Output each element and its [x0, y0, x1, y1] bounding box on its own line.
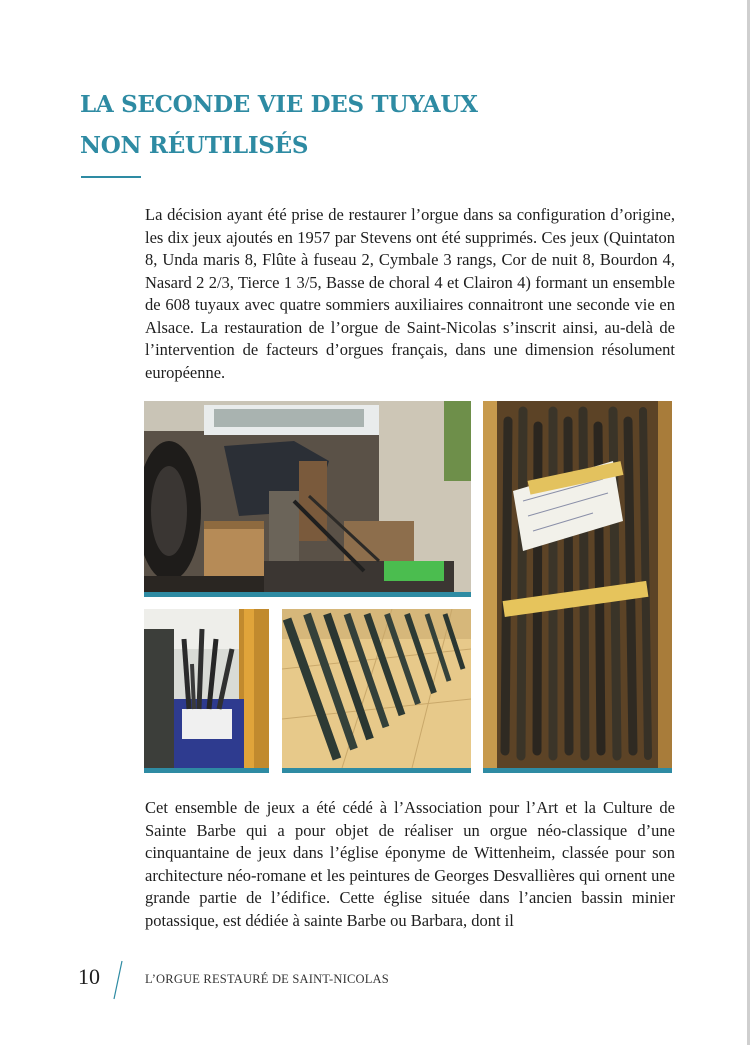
photo-van-loaded-with-pipes [144, 401, 471, 597]
paragraph-continuation: Cet ensemble de jeux a été cédé à l’Association pour l’Art et la Culture de Sainte Barbe qui a pour objet de réaliser un orgue néo-classique d’une cinquantaine de jeux dans l’église éponyme de Wittenheim, classée pour son architecture néo-romane et les peintures de Georges Desvallières qui ornent une grande partie de l’édifice. Cette église située dans l’ancien bassin minier potassique, est dédiée à sainte Barbe ou Barbara, dont il [145, 798, 675, 930]
article-title [80, 84, 640, 166]
footer-divider-slash [113, 960, 123, 1000]
photo-crate-image [483, 401, 672, 768]
page-number: 10 [78, 964, 100, 989]
photo-pipes-in-crate [483, 401, 672, 773]
article-title-line-2: NON RÉUTILISÉS [80, 132, 309, 159]
photo-van-image [144, 401, 471, 592]
article-title-line-1: LA SECONDE VIE DES TUYAUX [80, 91, 478, 118]
running-title: L’ORGUE RESTAURÉ DE SAINT-NICOLAS [145, 972, 389, 986]
photo-pipes-in-box [144, 609, 269, 773]
title-underline [81, 176, 141, 178]
photo-box-image [144, 609, 269, 768]
paragraph-intro: La décision ayant été prise de restaurer l’orgue dans sa configuration d’origine, les dix jeux ajoutés en 1957 par Stevens ont été supprimés. Ces jeux (Quintaton 8, Unda maris 8, Flûte à fuseau 2, Cymbale 3 rangs, Cor de nuit 8, Bourdon 4, Nasard 2 2/3, Tierce 1 3/5, Basse de choral 4 et Clairon 4) formant un ensemble de 608 tuyaux avec quatre sommiers auxiliaires connaitront une seconde vie en Alsace. La restauration de l’orgue de Saint-Nicolas s’inscrit ainsi, au-delà de l’intervention de facteurs d’orgues français, dans une dimension résolument européenne. [145, 205, 675, 382]
photo-pipes-on-floor [282, 609, 471, 773]
photo-floor-image [282, 609, 471, 768]
